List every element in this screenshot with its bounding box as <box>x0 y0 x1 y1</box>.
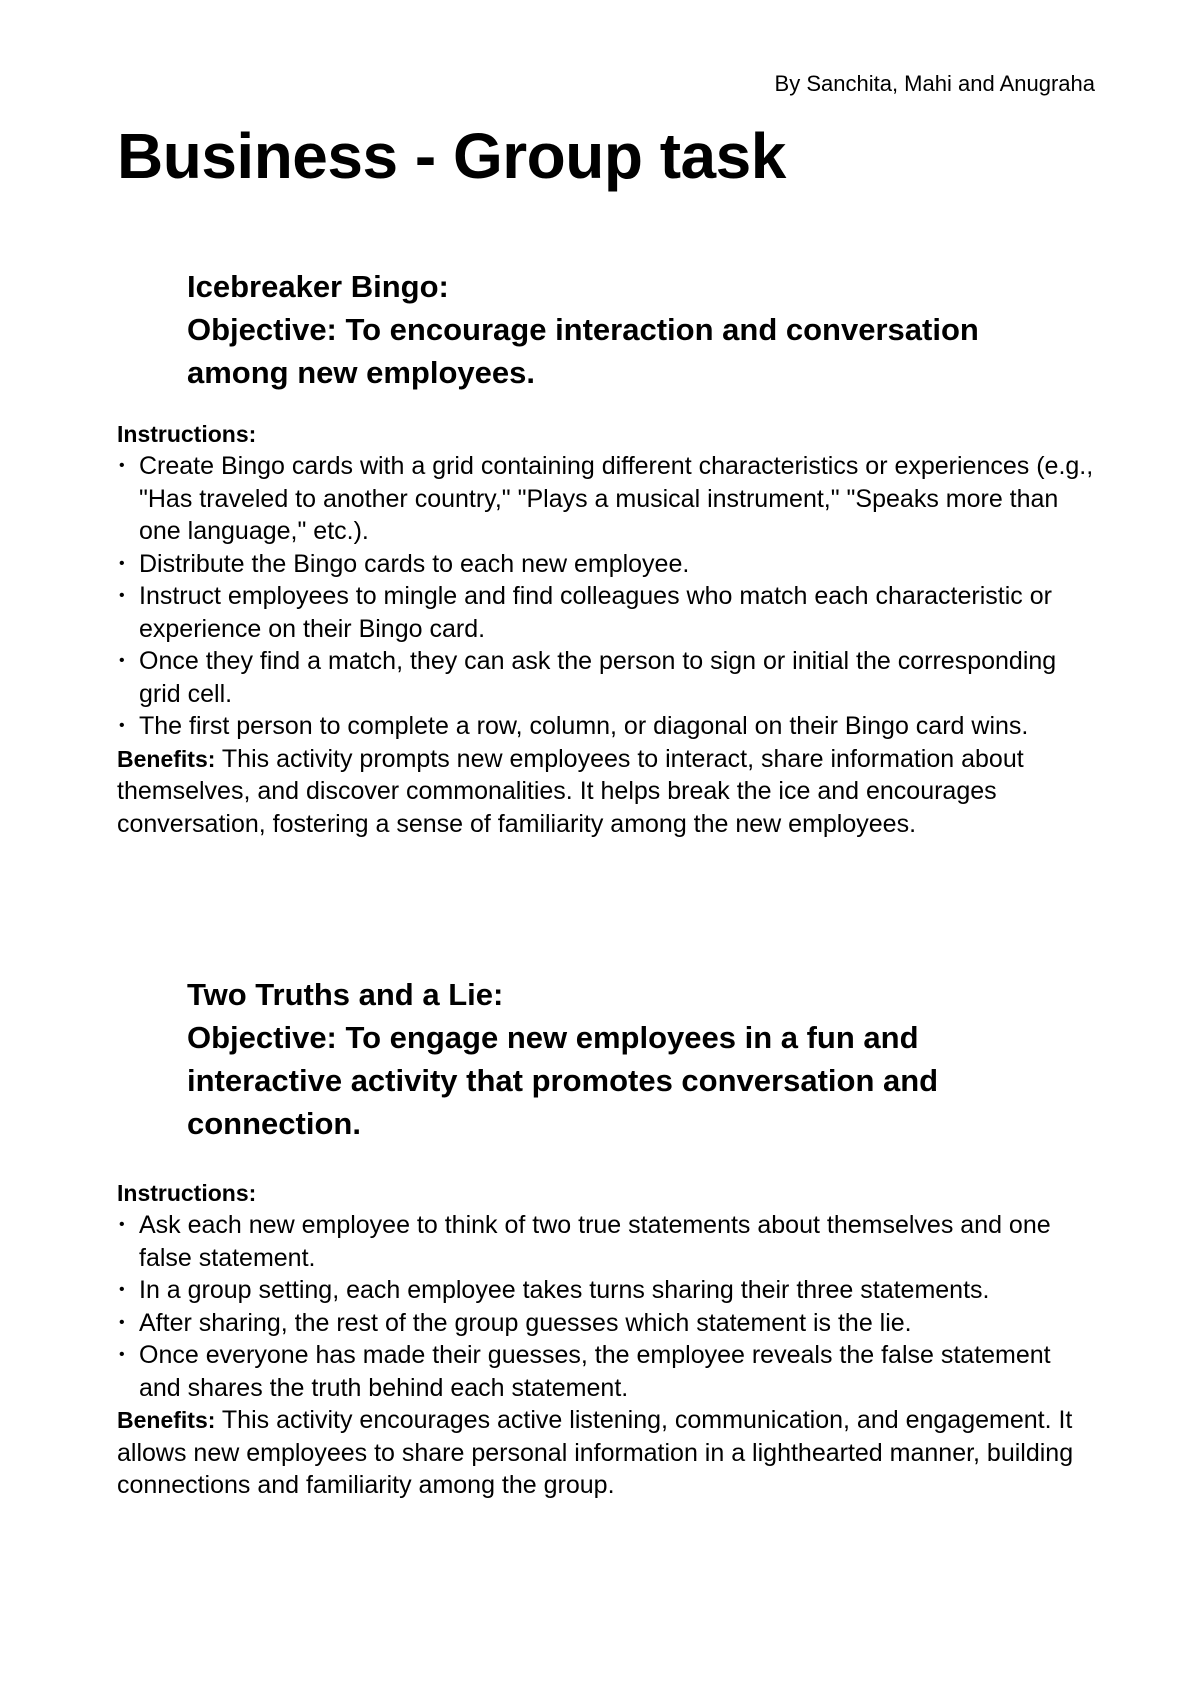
instructions-label: Instructions: <box>117 421 257 447</box>
objective-line: Objective: To engage new employees in a fun and <box>187 1020 919 1055</box>
list-item: • The first person to complete a row, column, or diagonal on their Bingo card wins. <box>117 710 1097 743</box>
section-heading <box>187 265 1097 394</box>
list-item: • Once everyone has made their guesses, the employee reveals the false statement and shares the truth behind each statement. <box>117 1339 1097 1404</box>
benefits-paragraph <box>117 743 1097 841</box>
benefits-label: Benefits: <box>117 1407 216 1433</box>
instructions-list <box>117 450 1097 743</box>
list-item: • After sharing, the rest of the group guesses which statement is the lie. <box>117 1307 1097 1340</box>
section-heading <box>187 973 1097 1145</box>
benefits-label: Benefits: <box>117 745 216 772</box>
benefits-paragraph <box>117 1404 1097 1502</box>
objective-line: among new employees. <box>187 355 535 390</box>
benefits-text: This activity encourages active listening, communication, and engagement. It allows new employees to share personal information in a lighthearted manner, building connections and familiarity among the group. <box>117 1406 1074 1499</box>
benefits-text: This activity prompts new employees to interact, share information about themselves, and discover commonalities. It helps break the ice and encourages conversation, fostering a sense of familiarity among the new employees. <box>117 744 1024 838</box>
list-item: • In a group setting, each employee takes turns sharing their three statements. <box>117 1274 1097 1307</box>
list-item: • Create Bingo cards with a grid containing different characteristics or experiences (e.g., "Has traveled to another country," "Plays a musical instrument," "Speaks more than one language," etc.). <box>117 450 1097 548</box>
objective-line: connection. <box>187 1106 361 1141</box>
list-item: • Once they find a match, they can ask the person to sign or initial the corresponding grid cell. <box>117 645 1097 710</box>
section-two-truths <box>117 973 1097 1502</box>
objective-line: interactive activity that promotes conversation and <box>187 1063 939 1098</box>
objective-line: Objective: To encourage interaction and conversation <box>187 312 979 347</box>
list-item: • Distribute the Bingo cards to each new employee. <box>117 548 1097 581</box>
section-icebreaker-bingo <box>117 265 1097 840</box>
instructions-label: Instructions: <box>117 1180 257 1206</box>
instructions-list <box>117 1209 1097 1404</box>
activity-name: Icebreaker Bingo: <box>187 269 449 304</box>
list-item: • Ask each new employee to think of two true statements about themselves and one false statement. <box>117 1209 1097 1274</box>
byline: By Sanchita, Mahi and Anugraha <box>774 71 1095 96</box>
activity-name: Two Truths and a Lie: <box>187 977 504 1012</box>
page-title: Business - Group task <box>117 120 786 192</box>
list-item: • Instruct employees to mingle and find colleagues who match each characteristic or experience on their Bingo card. <box>117 580 1097 645</box>
